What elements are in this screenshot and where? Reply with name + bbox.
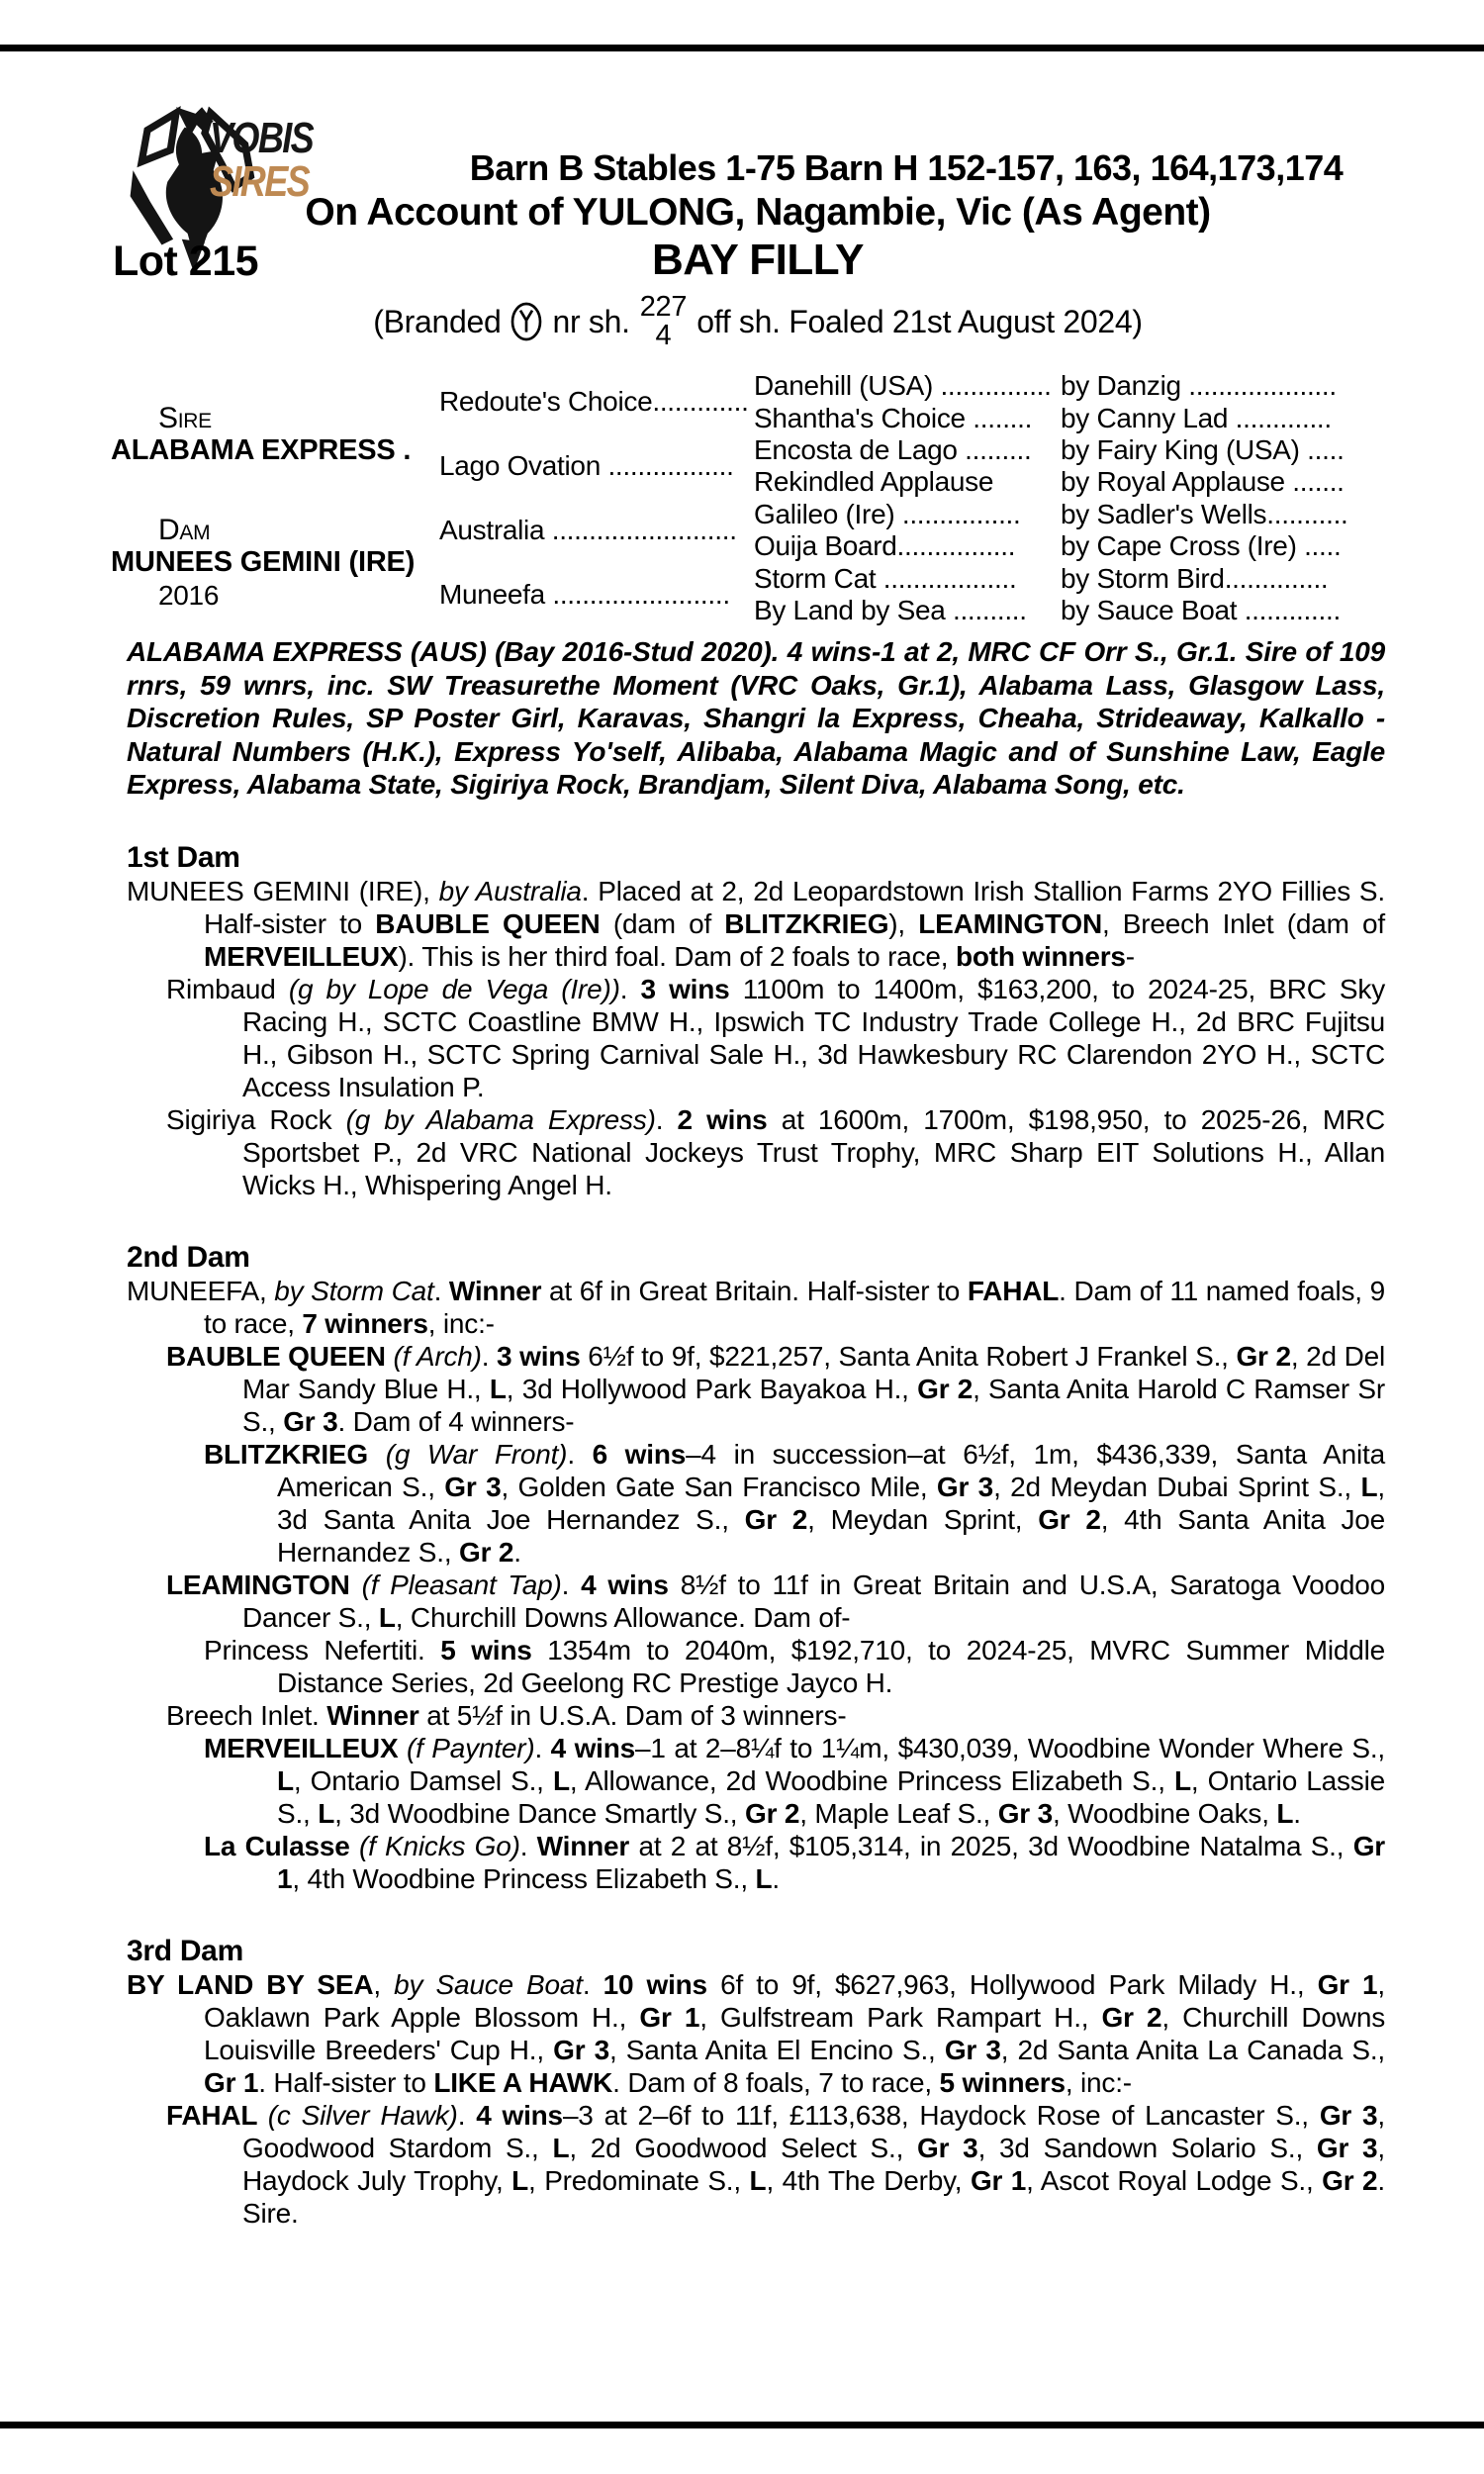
dam-year: 2016	[158, 579, 220, 611]
barn-line: Barn B Stables 1-75 Barn H 152-157, 163, 164,173,174	[469, 147, 1344, 188]
grandparent-name: Australia .........................	[439, 514, 737, 545]
pedigree-paragraph: La Culasse (f Knicks Go). Winner at 2 at 8½f, $105,314, in 2025, 3d Woodbine Natalma S., Gr 1, 4th Woodbine Princess Elizabeth S., L.	[204, 1831, 1385, 1894]
great-grandparent-name: Shantha's Choice ........	[754, 402, 1033, 433]
section-heading: 2nd Dam	[127, 1241, 250, 1274]
great-grandparent-sire: by Royal Applause .......	[1061, 466, 1345, 498]
pedigree-paragraph: BLITZKRIEG (g War Front). 6 wins–4 in succession–at 6½f, 1m, $436,339, Santa Anita American S., Gr 3, Golden Gate San Francisco Mile, Gr 3, 2d Meydan Dubai Sprint S., L, 3d Santa Anita Joe Hernandez S., Gr 2, Meydan Sprint, Gr 2, 4th Santa Anita Joe Hernandez S., Gr 2.	[204, 1439, 1386, 1568]
pedigree-paragraph: MERVEILLEUX (f Paynter). 4 wins–1 at 2–8¼f to 1¼m, $430,039, Woodbine Wonder Where S., L, Ontario Damsel S., L, Allowance, 2d Woodbine Princess Elizabeth S., L, Ontario Lassie S., L, 3d Woodbine Dance Smartly S., Gr 2, Maple Leaf S., Gr 3, Woodbine Oaks, L.	[204, 1733, 1385, 1829]
sire-summary: ALABAMA EXPRESS (AUS) (Bay 2016-Stud 2020). 4 wins-1 at 2, MRC CF Orr S., Gr.1. Sire of 109 rnrs, 59 wnrs, inc. SW Treasurethe Moment (VRC Oaks, Gr.1), Alabama Lass, Glasgow Lass, Discretion Rules, SP Poster Girl, Karavas, Shangri la Express, Cheaha, Strideaway, Kalkallo - Natural Numbers (H.K.), Express Yo'self, Alibaba, Alabama Magic and of Sunshine Law, Eagle Express, Alabama State, Sigiriya Rock, Brandjam, Silent Diva, Alabama Song, etc.	[127, 636, 1385, 800]
pedigree-paragraph: BY LAND BY SEA, by Sauce Boat. 10 wins 6f to 9f, $627,963, Hollywood Park Milady H., Gr 1, Oaklawn Park Apple Blossom H., Gr 1, Gulfstream Park Rampart H., Gr 2, Churchill Downs Louisville Breeders' Cup H., Gr 3, Santa Anita El Encino S., Gr 3, 2d Santa Anita La Canada S., Gr 1. Half-sister to LIKE A HAWK. Dam of 8 foals, 7 to race, 5 winners, inc:-	[127, 1969, 1385, 2098]
pedigree-paragraph: BAUBLE QUEEN (f Arch). 3 wins 6½f to 9f, $221,257, Santa Anita Robert J Frankel S., Gr 2, 2d Del Mar Sandy Blue H., L, 3d Hollywood Park Bayakoa H., Gr 2, Santa Anita Harold C Ramser Sr S., Gr 3. Dam of 4 winners-	[166, 1341, 1386, 1437]
dam-label: Dam	[158, 513, 211, 546]
great-grandparent-sire: by Canny Lad .............	[1061, 402, 1332, 433]
brand-mid: nr sh.	[552, 303, 630, 339]
pedigree-sections	[127, 841, 1385, 2230]
great-grandparent-sire: by Danzig ....................	[1061, 370, 1337, 402]
brand-suffix: off sh. Foaled 21st August 2024)	[696, 303, 1143, 339]
logo-text-vobis: VOBIS	[210, 114, 314, 162]
great-grandparent-name: Galileo (Ire) ................	[754, 498, 1021, 529]
grandparent-name: Muneefa ........................	[439, 578, 730, 610]
great-grandparent-sire: by Sauce Boat .............	[1061, 594, 1341, 625]
brand-number-top: 227	[639, 291, 688, 323]
section-heading: 3rd Dam	[127, 1935, 243, 1967]
pedigree-paragraph: MUNEEFA, by Storm Cat. Winner at 6f in Great Britain. Half-sister to FAHAL. Dam of 11 named foals, 9 to race, 7 winners, inc:-	[127, 1276, 1385, 1339]
great-grandparent-sire: by Sadler's Wells...........	[1061, 498, 1348, 529]
grandparent-name: Lago Ovation .................	[439, 450, 734, 482]
sire-name: ALABAMA EXPRESS .	[111, 433, 412, 466]
lot-number: Lot 215	[113, 238, 259, 285]
logo-text-sires: SIRES	[210, 157, 310, 206]
account-line: On Account of YULONG, Nagambie, Vic (As Agent)	[305, 191, 1211, 234]
pedigree-paragraph: MUNEES GEMINI (IRE), by Australia. Placed at 2, 2d Leopardstown Irish Stallion Farms 2YO Fillies S. Half-sister to BAUBLE QUEEN (dam of BLITZKRIEG), LEAMINGTON, Breech Inlet (dam of MERVEILLEUX). This is her third foal. Dam of 2 foals to race, both winners-	[127, 876, 1385, 972]
pedigree-paragraph: Breech Inlet. Winner at 5½f in U.S.A. Dam of 3 winners-	[166, 1700, 847, 1731]
great-grandparent-name: Rekindled Applause	[754, 466, 994, 498]
pedigree-paragraph: Princess Nefertiti. 5 wins 1354m to 2040m, $192,710, to 2024-25, MVRC Summer Middle Distance Series, 2d Geelong RC Prestige Jayco H.	[204, 1635, 1385, 1698]
dam-name: MUNEES GEMINI (IRE)	[111, 545, 416, 578]
brand-prefix: (Branded	[373, 303, 502, 339]
sire-cell	[111, 370, 439, 499]
great-grandparent-name: Encosta de Lago .........	[754, 433, 1032, 465]
great-grandparent-name: Ouija Board................	[754, 530, 1016, 562]
great-grandparent-name: By Land by Sea ..........	[754, 594, 1027, 625]
grandparent-name: Redoute's Choice.............	[439, 386, 749, 418]
great-grandparent-name: Storm Cat ..................	[754, 562, 1017, 594]
section-heading: 1st Dam	[127, 841, 240, 874]
consignor-header	[129, 146, 1387, 236]
pedigree-paragraph: FAHAL (c Silver Hawk). 4 wins–3 at 2–6f to 11f, £113,638, Haydock Rose of Lancaster S., Gr 3, Goodwood Stardom S., L, 2d Goodwood Select S., Gr 3, 3d Sandown Solario S., Gr 3, Haydock July Trophy, L, Predominate S., L, 4th The Derby, Gr 1, Ascot Royal Lodge S., Gr 2. Sire.	[166, 2100, 1386, 2229]
horse-title: BAY FILLY	[652, 236, 864, 284]
sire-label: Sire	[158, 401, 212, 434]
brand-line	[129, 293, 1387, 350]
pedigree-paragraph: Sigiriya Rock (g by Alabama Express). 2 wins at 1600m, 1700m, $198,950, to 2025-26, MRC Sportsbet P., 2d VRC National Jockeys Trust Trophy, MRC Sharp EIT Solutions H., Allan Wicks H., Whispering Angel H.	[166, 1104, 1385, 1200]
bottom-rule	[0, 2422, 1484, 2428]
dam-cell	[111, 499, 439, 627]
pedigree-table	[111, 370, 1373, 626]
pedigree-paragraph: LEAMINGTON (f Pleasant Tap). 4 wins 8½f to 11f in Great Britain and U.S.A, Saratoga Voodoo Dancer S., L, Churchill Downs Allowance. Dam of-	[166, 1570, 1386, 1633]
great-grandparent-name: Danehill (USA) ...............	[754, 370, 1052, 402]
brand-number-bottom: 4	[655, 320, 672, 351]
great-grandparent-sire: by Fairy King (USA) .....	[1061, 433, 1345, 465]
brand-symbol-icon	[510, 302, 542, 341]
brand-number-stack	[640, 293, 688, 350]
pedigree-paragraph: Rimbaud (g by Lope de Vega (Ire)). 3 wins 1100m to 1400m, $163,200, to 2024-25, BRC Sky Racing H., SCTC Coastline BMW H., Ipswich TC Industry Trade College H., 2d BRC Fujitsu H., Gibson H., SCTC Spring Carnival Sale H., 3d Hawkesbury RC Clarendon 2YO H., SCTC Access Insulation P.	[166, 974, 1386, 1102]
great-grandparent-sire: by Cape Cross (Ire) .....	[1061, 530, 1342, 562]
great-grandparent-sire: by Storm Bird..............	[1061, 562, 1329, 594]
top-rule	[0, 45, 1484, 51]
